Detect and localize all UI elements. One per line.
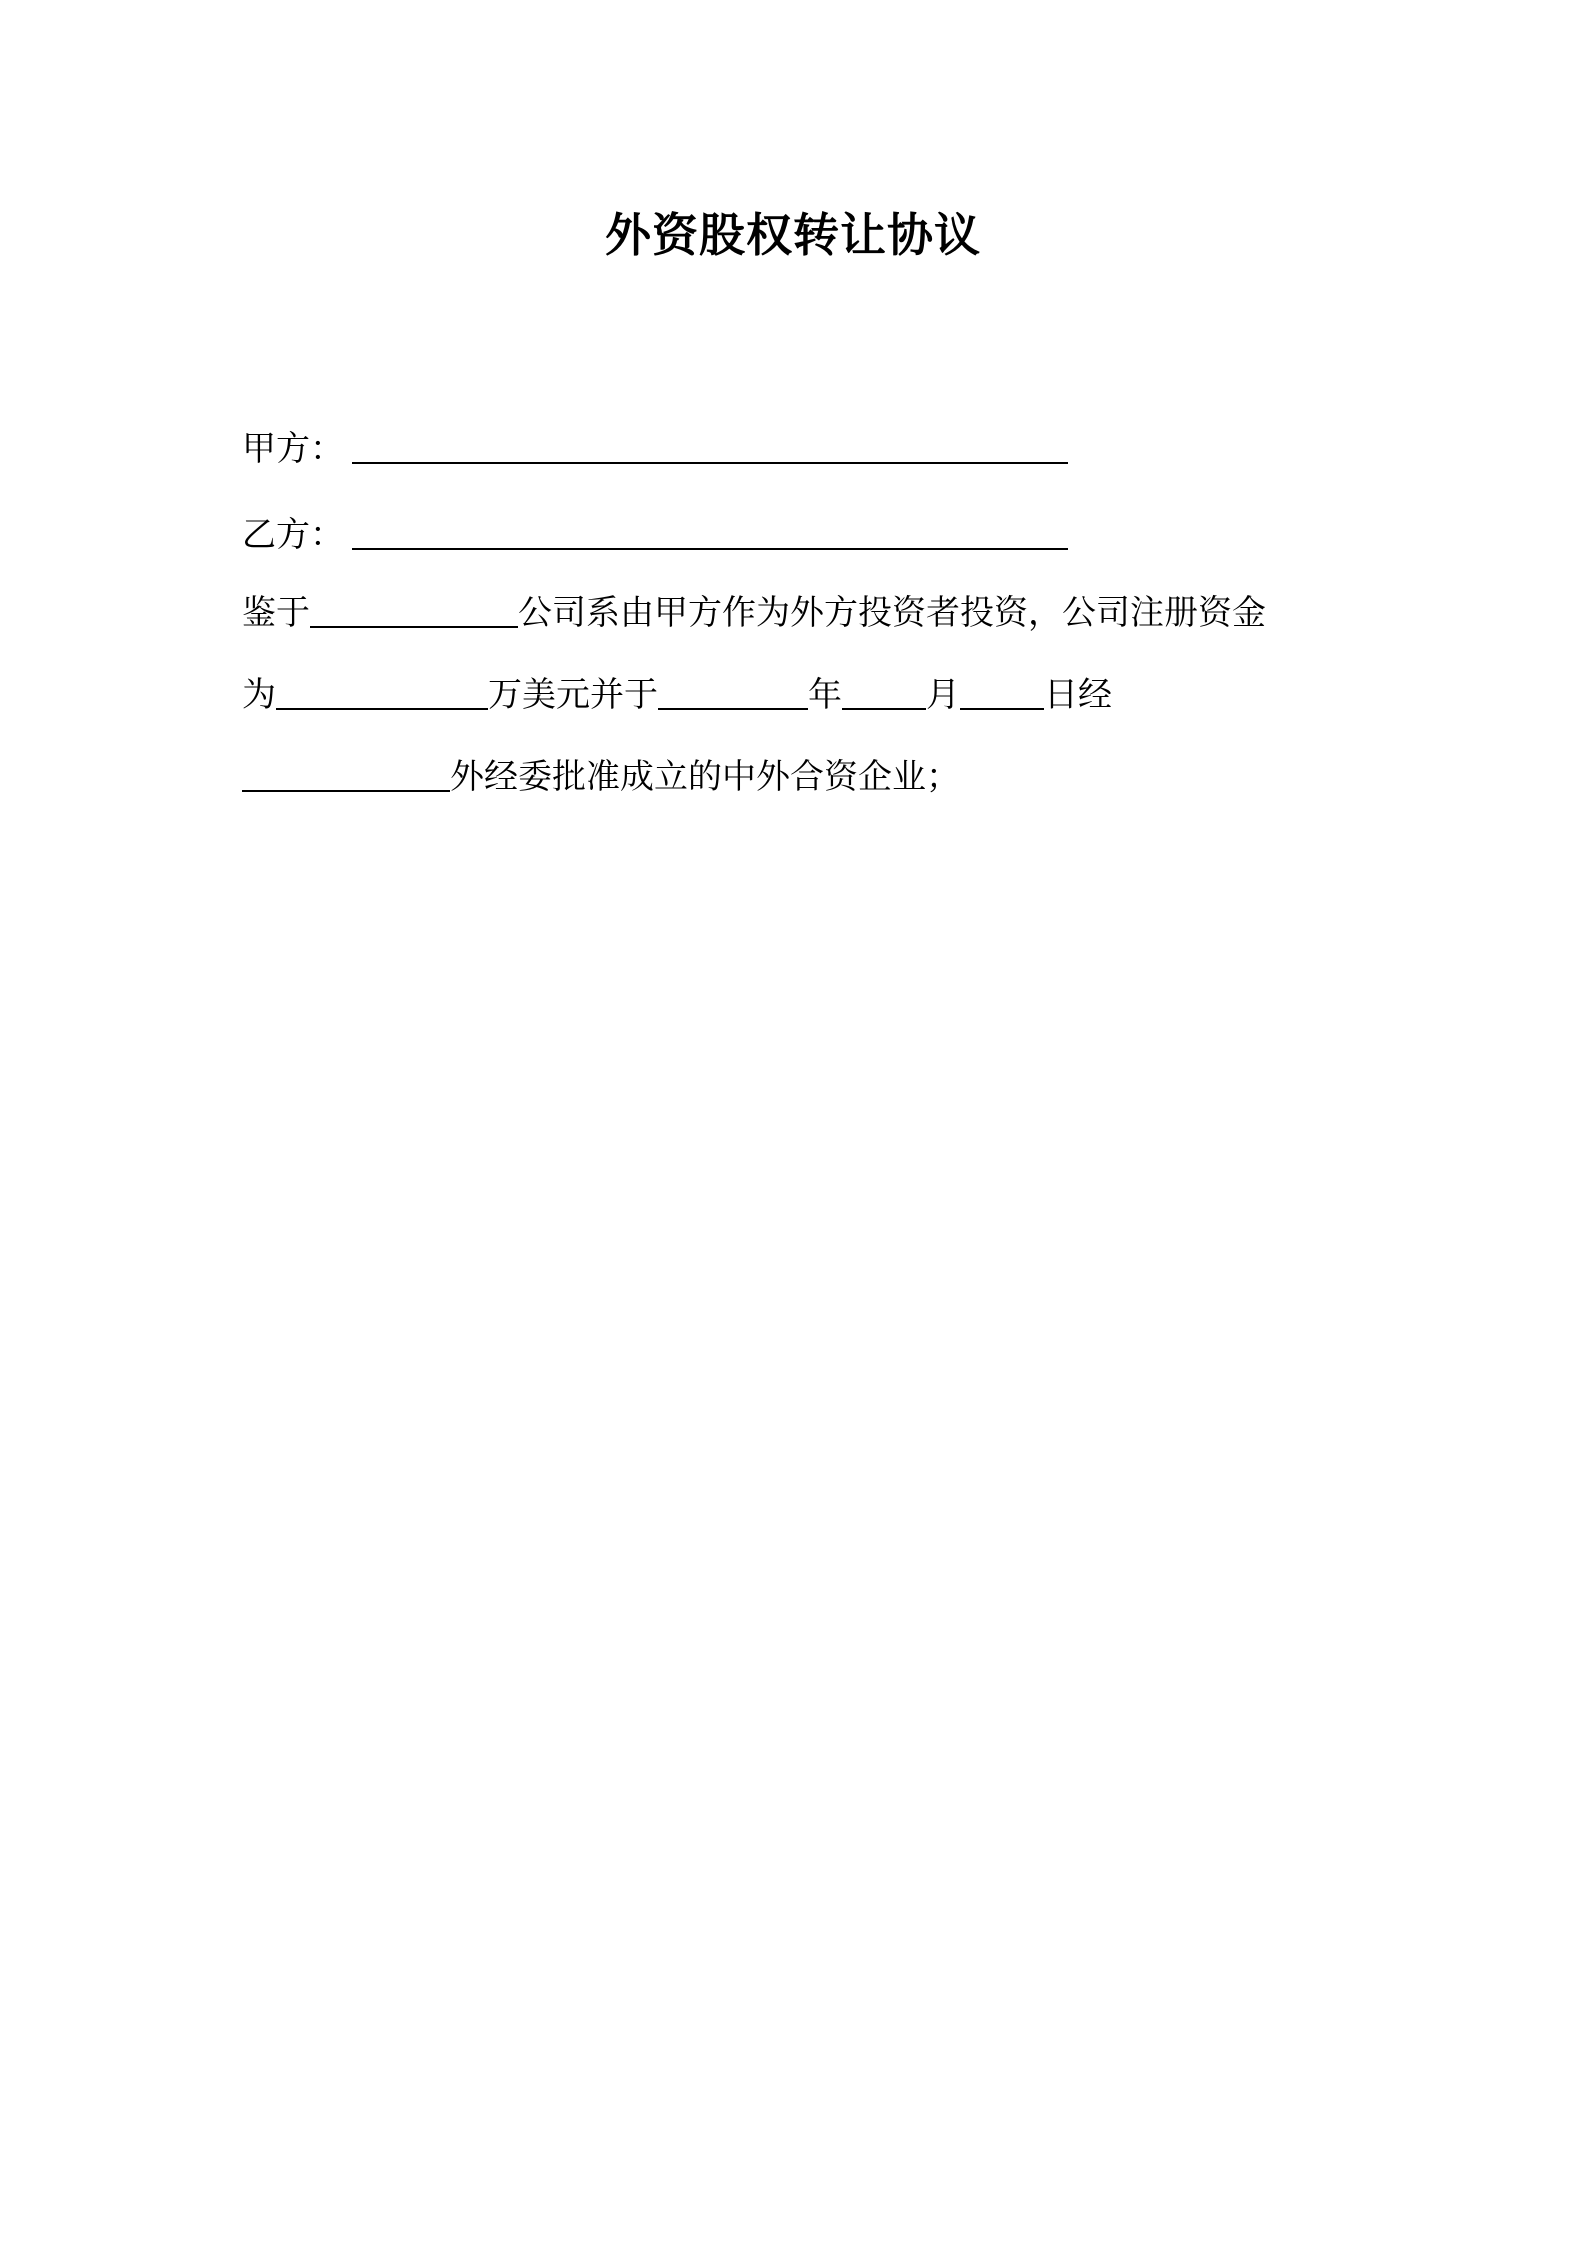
party-a-blank[interactable] xyxy=(352,428,1068,464)
document-title: 外资股权转让协议 xyxy=(605,208,981,262)
company-name-blank[interactable] xyxy=(310,592,518,628)
recital-prefix: 鉴于 xyxy=(242,593,310,633)
recital-line-1 xyxy=(242,588,1266,633)
recital-line-3 xyxy=(242,752,960,797)
registered-capital-blank[interactable] xyxy=(276,674,488,710)
recital-line-3-text: 外经委批准成立的中外合资企业； xyxy=(450,757,960,797)
approval-authority-blank[interactable] xyxy=(242,756,450,792)
recital-line-2-prefix: 为 xyxy=(242,675,276,715)
party-a-label: 甲方： xyxy=(242,429,344,469)
day-blank[interactable] xyxy=(960,674,1044,710)
day-label: 日经 xyxy=(1044,675,1112,715)
year-label: 年 xyxy=(808,675,842,715)
year-blank[interactable] xyxy=(658,674,808,710)
capital-unit-text: 万美元并于 xyxy=(488,675,658,715)
month-label: 月 xyxy=(926,675,960,715)
recital-line-2 xyxy=(242,670,1112,715)
recital-line-1-text: 公司系由甲方作为外方投资者投资，公司注册资金 xyxy=(518,593,1266,633)
party-b-label: 乙方： xyxy=(242,515,344,555)
party-a-line xyxy=(242,424,1068,469)
party-b-blank[interactable] xyxy=(352,514,1068,550)
month-blank[interactable] xyxy=(842,674,926,710)
party-b-line xyxy=(242,510,1068,555)
